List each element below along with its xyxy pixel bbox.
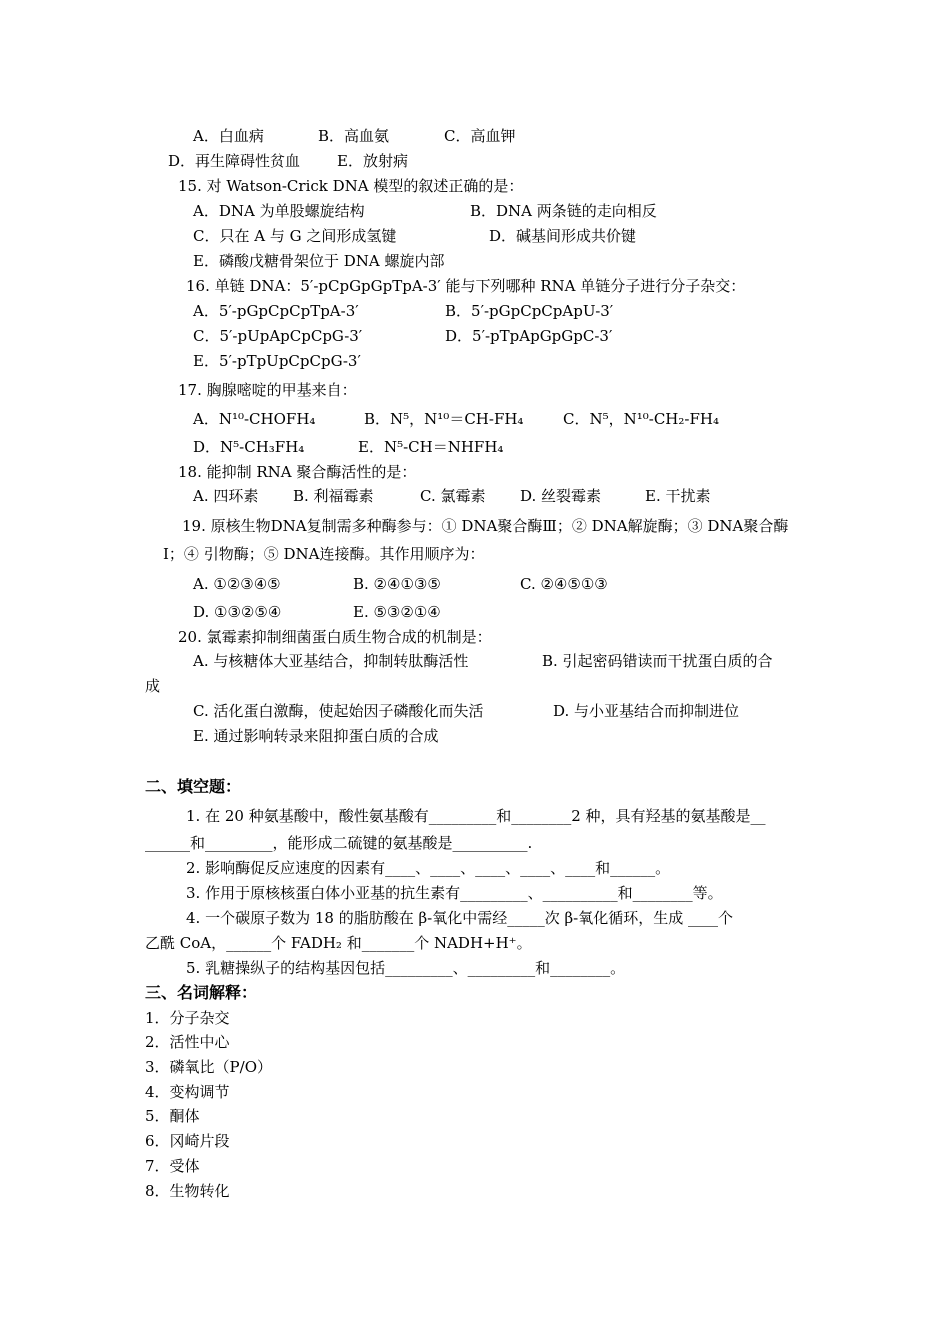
q15-option-a: A．DNA 为单股螺旋结构 — [193, 202, 365, 220]
q20-option-e: E. 通过影响转录来阻抑蛋白质的合成 — [193, 727, 439, 745]
q15-option-c: C．只在 A 与 G 之间形成氢键 — [193, 227, 397, 245]
q15-option-e: E．磷酸戊糖骨架位于 DNA 螺旋内部 — [193, 252, 445, 270]
q20-option-a: A. 与核糖体大亚基结合，抑制转肽酶活性 — [193, 652, 469, 670]
term-item: 6．冈崎片段 — [145, 1132, 230, 1150]
term-item: 1．分子杂交 — [145, 1009, 230, 1027]
q16-option-e: E．5′-pTpUpCpCpG-3′ — [193, 352, 361, 370]
term-item: 8．生物转化 — [145, 1182, 230, 1200]
q17-stem: 17. 胸腺嘧啶的甲基来自： — [178, 381, 357, 399]
fill-q4-line-1: 4. 一个碳原子数为 18 的脂肪酸在 β-氧化中需经_____次 β-氧化循环，生成 ____个 — [186, 909, 733, 927]
q17-option-b: B．N⁵，N¹⁰＝CH-FH₄ — [364, 410, 524, 428]
q19-option-b: B. ②④①③⑤ — [353, 575, 441, 593]
q17-option-d: D．N⁵-CH₃FH₄ — [193, 438, 305, 456]
fill-q3: 3. 作用于原核核蛋白体小亚基的抗生素有_________、__________和________等。 — [186, 884, 723, 902]
fill-q2: 2. 影响酶促反应速度的因素有____、____、____、____、____和______。 — [186, 859, 671, 877]
q16-option-c: C．5′-pUpApCpCpG-3′ — [193, 327, 363, 345]
q18-option-b: B. 利福霉素 — [293, 487, 374, 505]
q17-option-c: C．N⁵，N¹⁰-CH₂-FH₄ — [563, 410, 719, 428]
q19-stem-line-2: Ⅰ；④ 引物酶；⑤ DNA连接酶。其作用顺序为： — [163, 545, 485, 563]
term-item: 4．变构调节 — [145, 1083, 230, 1101]
q19-option-a: A. ①②③④⑤ — [193, 575, 281, 593]
q15-option-b: B．DNA 两条链的走向相反 — [470, 202, 657, 220]
q19-option-d: D. ①③②⑤④ — [193, 603, 282, 621]
q17-option-e: E．N⁵-CH＝NHFH₄ — [358, 438, 504, 456]
q16-option-b: B．5′-pGpCpCpApU-3′ — [445, 302, 614, 320]
q14-option-b: B．高血氨 — [318, 127, 390, 145]
q14-option-d: D．再生障碍性贫血 — [168, 152, 301, 170]
q17-option-a: A．N¹⁰-CHOFH₄ — [193, 410, 316, 428]
q15-option-d: D．碱基间形成共价键 — [489, 227, 637, 245]
q15-stem: 15. 对 Watson-Crick DNA 模型的叙述正确的是： — [178, 177, 524, 195]
q14-option-c: C．高血钾 — [444, 127, 516, 145]
q18-option-e: E. 干扰素 — [645, 487, 711, 505]
q20-option-c: C. 活化蛋白激酶，使起始因子磷酸化而失活 — [193, 702, 484, 720]
q14-option-a: A．白血病 — [193, 127, 264, 145]
q18-option-c: C. 氯霉素 — [420, 487, 486, 505]
q18-stem: 18. 能抑制 RNA 聚合酶活性的是： — [178, 463, 417, 481]
q20-option-b: B. 引起密码错读而干扰蛋白质的合 — [542, 652, 773, 670]
term-item: 2．活性中心 — [145, 1033, 230, 1051]
q19-stem-line-1: 19. 原核生物DNA复制需多种酶参与：① DNA聚合酶Ⅲ；② DNA解旋酶；③ DNA聚合酶 — [182, 517, 789, 535]
terms-heading: 三、名词解释： — [145, 983, 258, 1002]
q16-option-d: D．5′-pTpApGpGpC-3′ — [445, 327, 613, 345]
q20-option-b-continued: 成 — [145, 677, 161, 695]
q16-option-a: A．5′-pGpCpCpTpA-3′ — [193, 302, 359, 320]
fill-q1-line-2: ______和_________，能形成二硫键的氨基酸是__________. — [145, 834, 533, 852]
fill-q1-line-1: 1. 在 20 种氨基酸中，酸性氨基酸有_________和________2 种，具有羟基的氨基酸是__ — [186, 807, 766, 825]
fill-q5: 5. 乳糖操纵子的结构基因包括_________、_________和________。 — [186, 959, 626, 977]
term-item: 3．磷氧比（P/O） — [145, 1058, 272, 1076]
q19-option-c: C. ②④⑤①③ — [520, 575, 608, 593]
q19-option-e: E. ⑤③②①④ — [353, 603, 441, 621]
q20-stem: 20. 氯霉素抑制细菌蛋白质生物合成的机制是： — [178, 628, 492, 646]
q16-stem: 16. 单链 DNA：5′-pCpGpGpTpA-3′ 能与下列哪种 RNA 单链分子进行分子杂交： — [186, 277, 746, 295]
q18-option-d: D. 丝裂霉素 — [520, 487, 602, 505]
term-item: 5．酮体 — [145, 1107, 200, 1125]
q20-option-d: D. 与小亚基结合而抑制进位 — [553, 702, 740, 720]
fill-q4-line-2: 乙酰 CoA，______个 FADH₂ 和_______个 NADH+H⁺。 — [145, 934, 532, 952]
q18-option-a: A. 四环素 — [193, 487, 259, 505]
term-item: 7．受体 — [145, 1157, 200, 1175]
q14-option-e: E．放射病 — [337, 152, 408, 170]
fill-blank-heading: 二、填空题： — [145, 777, 242, 796]
